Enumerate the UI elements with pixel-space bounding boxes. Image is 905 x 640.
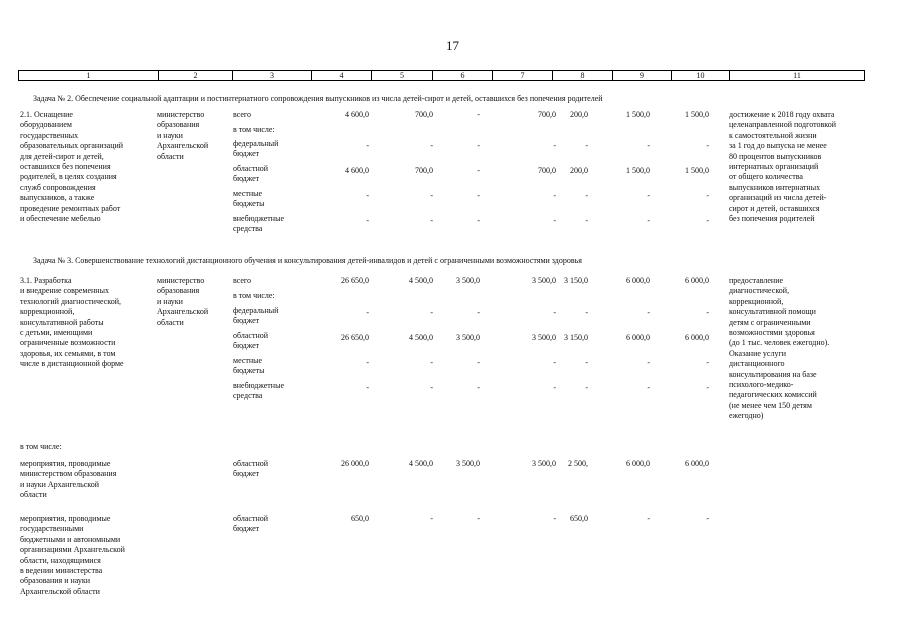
funding-value: 700,0: [538, 110, 556, 119]
funding-source: федеральный бюджет: [233, 306, 279, 326]
funding-value: -: [706, 514, 709, 523]
funding-value: -: [477, 141, 480, 150]
column-header-5: 5: [371, 71, 432, 80]
funding-value: -: [477, 110, 480, 119]
funding-value: 650,0: [351, 514, 369, 523]
funding-value: -: [585, 383, 588, 392]
funding-value: -: [366, 141, 369, 150]
funding-value: -: [647, 358, 650, 367]
funding-value: 1 500,0: [626, 110, 650, 119]
funding-value: -: [366, 358, 369, 367]
funding-value: -: [430, 191, 433, 200]
expected-result-cell: достижение к 2018 году охвата целенаправленной подготовкой к самостоятельной жизни за 1 год до выпуска не менее 80 процентов выпускников интернатных организаций от общего количества выпускников интернатных организаций из числа детей- сирот и детей, оставшихся без попечения родителей: [729, 110, 837, 224]
column-header-11: 11: [729, 71, 864, 80]
funding-value: 3 500,0: [532, 276, 556, 285]
funding-value: 650,0: [570, 514, 588, 523]
funding-value: 1 500,0: [685, 110, 709, 119]
funding-value: -: [477, 514, 480, 523]
funding-source: внебюджетные средства: [233, 214, 284, 234]
column-header-8: 8: [552, 71, 612, 80]
funding-source: местные бюджеты: [233, 356, 265, 376]
funding-value: 3 500,0: [532, 459, 556, 468]
funding-source: местные бюджеты: [233, 189, 265, 209]
funding-value: -: [477, 166, 480, 175]
funding-value: 3 150,0: [564, 333, 588, 342]
funding-value: -: [553, 358, 556, 367]
funding-value: 200,0: [570, 110, 588, 119]
funding-value: 26 650,0: [341, 276, 369, 285]
column-header-1: 1: [86, 71, 91, 80]
funding-value: 700,0: [415, 110, 433, 119]
funding-value: -: [647, 514, 650, 523]
funding-source: областной бюджет: [233, 514, 269, 534]
funding-value: 3 150,0: [564, 276, 588, 285]
column-header-4: 4: [311, 71, 371, 80]
expected-result-cell: предоставление диагностической, коррекционной, консультативной помощи детям с ограниченными возможностями здоровья (до 1 тыс. человек ежегодно). Оказание услуги дистанционного консультирования на базе психолого-медико- педагогических комиссий (не менее чем 150 детям ежегодно): [729, 276, 830, 421]
funding-value: -: [430, 216, 433, 225]
funding-value: 3 500,0: [456, 459, 480, 468]
funding-value: -: [477, 308, 480, 317]
column-header-10: 10: [671, 71, 729, 80]
column-header-row: [18, 70, 865, 81]
funding-value: 4 600,0: [345, 166, 369, 175]
funding-value: -: [430, 514, 433, 523]
funding-value: -: [706, 383, 709, 392]
funding-value: -: [430, 308, 433, 317]
funding-value: 700,0: [415, 166, 433, 175]
funding-value: 4 500,0: [409, 459, 433, 468]
funding-source: в том числе:: [233, 125, 275, 134]
funding-value: -: [706, 308, 709, 317]
funding-value: -: [706, 358, 709, 367]
funding-value: 1 500,0: [685, 166, 709, 175]
funding-value: 3 500,0: [456, 333, 480, 342]
funding-value: -: [553, 141, 556, 150]
funding-value: -: [647, 141, 650, 150]
funding-source: областной бюджет: [233, 331, 269, 351]
funding-value: -: [477, 383, 480, 392]
funding-value: -: [647, 383, 650, 392]
funding-value: 4 600,0: [345, 110, 369, 119]
funding-value: -: [553, 216, 556, 225]
funding-value: -: [477, 191, 480, 200]
funding-value: -: [366, 308, 369, 317]
column-header-3: 3: [232, 71, 311, 80]
funding-value: 700,0: [538, 166, 556, 175]
activity-cell: 2.1. Оснащение оборудованием государственных образовательных организаций для детей-сирот и детей, оставшихся без попечения родителей, в целях создания служб сопровождения выпускников, а также проведение ремонтных работ и обеспечение мебелью: [20, 110, 124, 224]
executor-cell: министерство образования и науки Архангельской области: [157, 276, 209, 327]
funding-source: внебюджетные средства: [233, 381, 284, 401]
funding-value: -: [647, 216, 650, 225]
funding-value: 6 000,0: [626, 459, 650, 468]
activity-cell: 3.1. Разработка и внедрение современных технологий диагностической, коррекционной, консультативной работы с детьми, имеющими ограниченные возможности здоровья, их семьями, в том числе в дистанционной форме: [20, 276, 124, 369]
funding-value: -: [366, 191, 369, 200]
funding-value: 6 000,0: [685, 276, 709, 285]
funding-source: в том числе:: [233, 291, 275, 300]
funding-value: 6 000,0: [685, 333, 709, 342]
funding-value: -: [585, 141, 588, 150]
funding-value: -: [430, 141, 433, 150]
including-label: в том числе:: [20, 442, 62, 451]
funding-value: -: [366, 216, 369, 225]
funding-value: 200,0: [570, 166, 588, 175]
funding-value: -: [366, 383, 369, 392]
funding-value: -: [585, 191, 588, 200]
funding-value: 26 000,0: [341, 459, 369, 468]
funding-value: -: [553, 514, 556, 523]
funding-value: -: [430, 358, 433, 367]
subitem-activity-cell: мероприятия, проводимые министерством образования и науки Архангельской области: [20, 459, 117, 500]
funding-value: -: [553, 191, 556, 200]
funding-source: федеральный бюджет: [233, 139, 279, 159]
task-heading: Задача № 3. Совершенствование технологий дистанционного обучения и консультирования детей-инвалидов и детей с ограниченными возможностями здоровья: [33, 256, 582, 265]
funding-value: 4 500,0: [409, 333, 433, 342]
funding-value: 3 500,0: [456, 276, 480, 285]
funding-source: областной бюджет: [233, 164, 269, 184]
funding-source: областной бюджет: [233, 459, 269, 479]
funding-value: -: [477, 358, 480, 367]
funding-value: -: [430, 383, 433, 392]
funding-value: -: [706, 141, 709, 150]
column-header-6: 6: [432, 71, 492, 80]
funding-value: -: [647, 191, 650, 200]
funding-value: 1 500,0: [626, 166, 650, 175]
funding-value: -: [585, 358, 588, 367]
funding-value: 3 500,0: [532, 333, 556, 342]
subitem-activity-cell: мероприятия, проводимые государственными бюджетными и автономными организациями Архангельской области, находящимися в ведении министерства образования и науки Архангельской области: [20, 514, 125, 596]
funding-value: -: [553, 383, 556, 392]
funding-value: -: [706, 191, 709, 200]
executor-cell: министерство образования и науки Архангельской области: [157, 110, 209, 161]
funding-source: всего: [233, 110, 252, 119]
column-header-2: 2: [158, 71, 232, 80]
funding-value: -: [647, 308, 650, 317]
funding-value: 6 000,0: [626, 333, 650, 342]
funding-value: 6 000,0: [626, 276, 650, 285]
funding-value: 2 500,: [568, 459, 588, 468]
funding-value: -: [585, 216, 588, 225]
funding-value: 6 000,0: [685, 459, 709, 468]
funding-value: 4 500,0: [409, 276, 433, 285]
funding-value: -: [706, 216, 709, 225]
task-heading: Задача № 2. Обеспечение социальной адаптации и постинтернатного сопровождения выпускников из числа детей-сирот и детей, оставшихся без попечения родителей: [33, 94, 603, 103]
page-number: 17: [446, 38, 459, 53]
column-header-9: 9: [612, 71, 671, 80]
funding-value: -: [585, 308, 588, 317]
funding-source: всего: [233, 276, 252, 285]
funding-value: -: [477, 216, 480, 225]
funding-value: 26 650,0: [341, 333, 369, 342]
column-header-7: 7: [492, 71, 552, 80]
funding-value: -: [553, 308, 556, 317]
